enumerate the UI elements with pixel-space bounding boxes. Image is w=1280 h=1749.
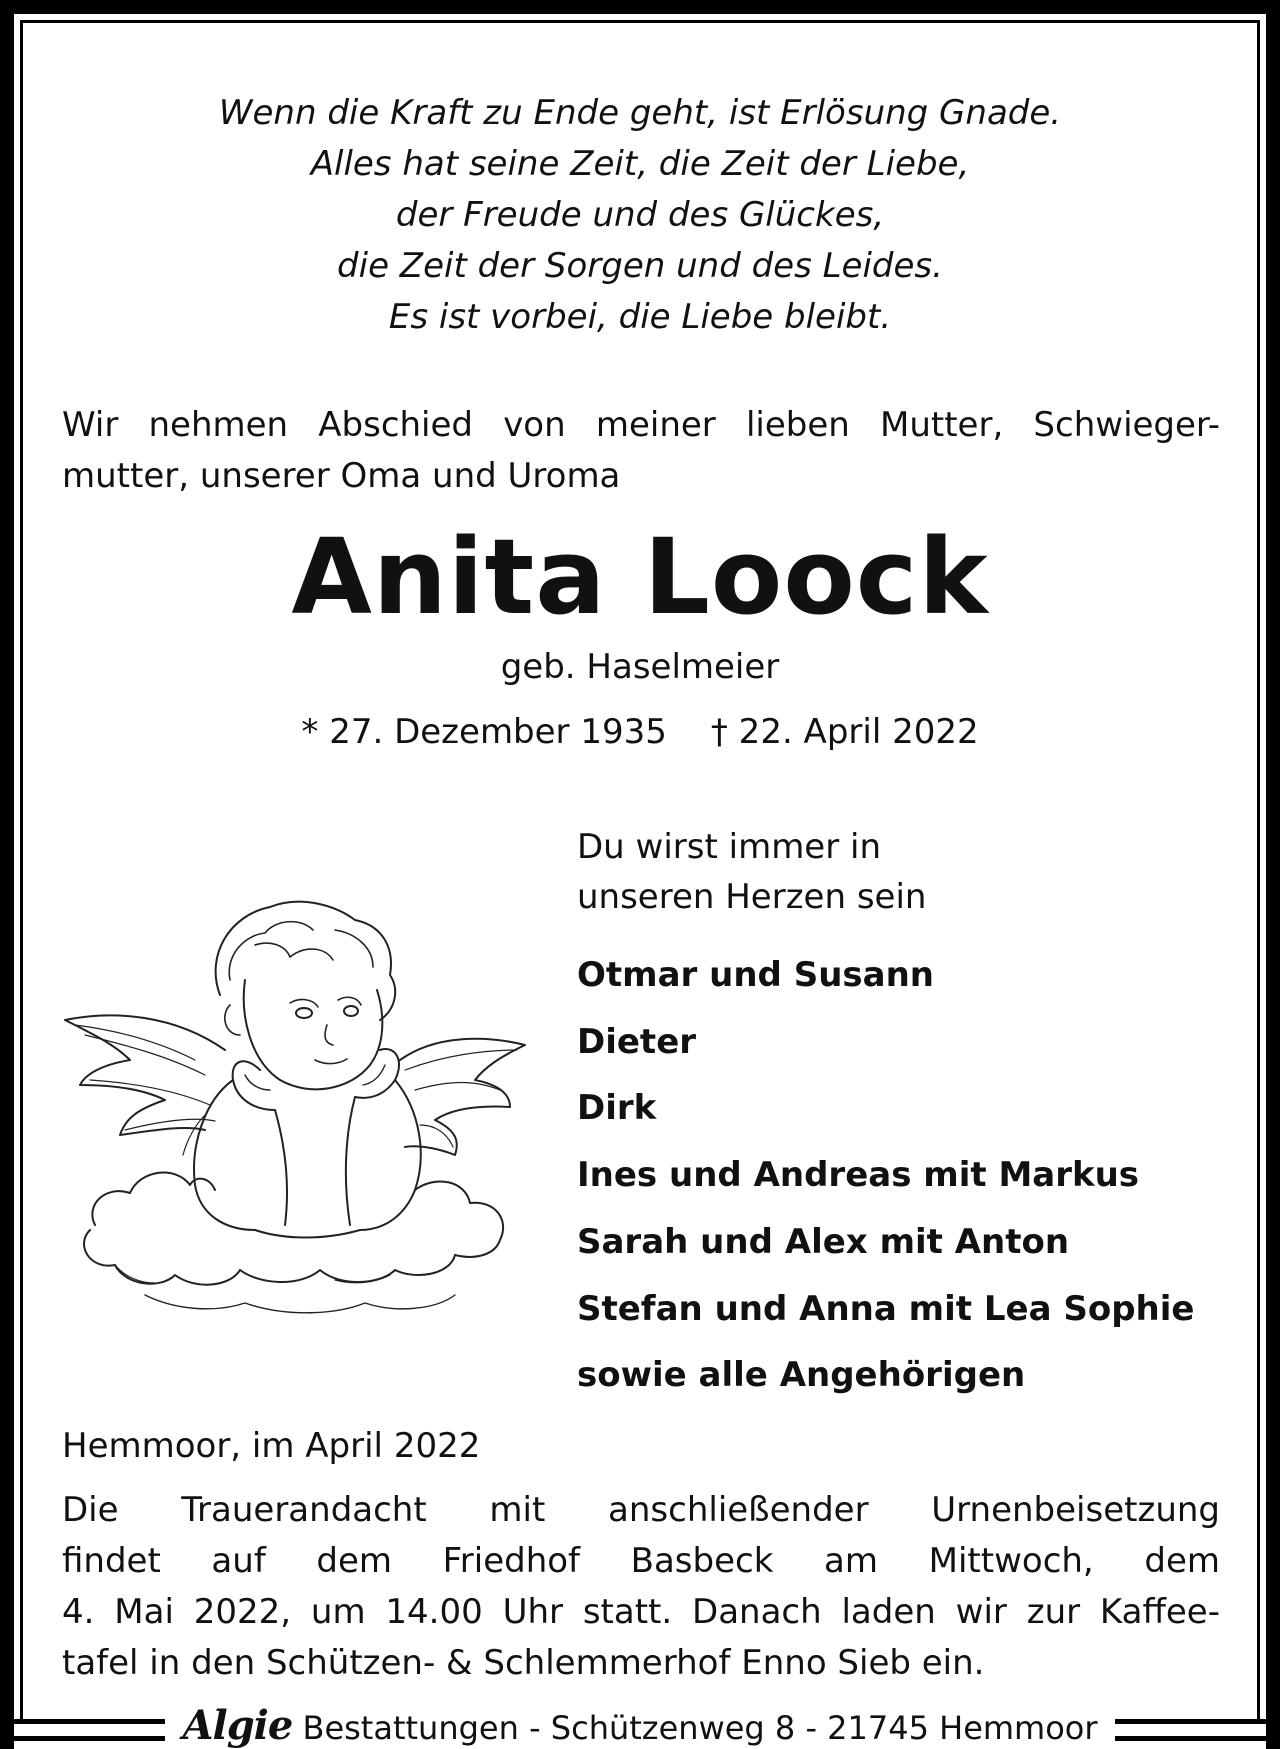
family-member: Sarah und Alex mit Anton	[577, 1221, 1070, 1262]
poem-line: Alles hat seine Zeit, die Zeit der Liebe,	[310, 144, 970, 184]
intro-line: mutter, unserer Oma und Uroma	[62, 456, 621, 496]
funeral-home-logo: Algie	[182, 1702, 293, 1749]
poem-line: Es ist vorbei, die Liebe bleibt.	[388, 297, 892, 337]
family-member: Dirk	[577, 1088, 657, 1129]
poem-line: der Freude und des Glückes,	[395, 195, 885, 235]
footer-text	[0, 1702, 1280, 1749]
poem	[0, 88, 1280, 343]
dedication	[577, 822, 926, 922]
family-member: Otmar und Susann	[577, 955, 934, 995]
angel-illustration	[55, 885, 535, 1335]
dedication-line: unseren Herzen sein	[577, 877, 927, 917]
family-member: Dieter	[577, 1021, 697, 1062]
place-date: Hemmoor, im April 2022	[62, 1426, 481, 1466]
birth-name: geb. Haselmeier	[500, 647, 780, 687]
family-list	[577, 942, 1194, 1409]
notice-line: findet auf dem Friedhof Basbeck am Mittwoch, dem	[62, 1541, 1220, 1581]
funeral-notice	[62, 1485, 1220, 1689]
family-member: sowie alle Angehörigen	[577, 1355, 1026, 1396]
poem-line: Wenn die Kraft zu Ende geht, ist Erlösung Gnade.	[218, 93, 1062, 133]
deceased-name: Anita Loock	[291, 516, 989, 638]
dedication-line: Du wirst immer in	[577, 827, 882, 867]
intro-line: Wir nehmen Abschied von meiner lieben Mutter, Schwieger-	[62, 405, 1220, 445]
funeral-home-address: Bestattungen - Schützenweg 8 - 21745 Hemmoor	[302, 1709, 1098, 1747]
life-dates	[0, 708, 1280, 756]
intro-text	[62, 400, 1220, 502]
notice-line: 4. Mai 2022, um 14.00 Uhr statt. Danach laden wir zur Kaffee-	[62, 1592, 1220, 1632]
footer	[0, 1704, 1280, 1749]
family-member: Stefan und Anna mit Lea Sophie	[577, 1288, 1195, 1329]
poem-line: die Zeit der Sorgen und des Leides.	[337, 246, 943, 286]
death-date: † 22. April 2022	[710, 712, 979, 752]
birth-date: * 27. Dezember 1935	[301, 712, 667, 752]
notice-line: tafel in den Schützen- & Schlemmerhof Enno Sieb ein.	[62, 1643, 985, 1683]
family-member: Ines und Andreas mit Markus	[577, 1155, 1140, 1196]
notice-line: Die Trauerandacht mit anschließender Urnenbeisetzung	[62, 1490, 1220, 1530]
